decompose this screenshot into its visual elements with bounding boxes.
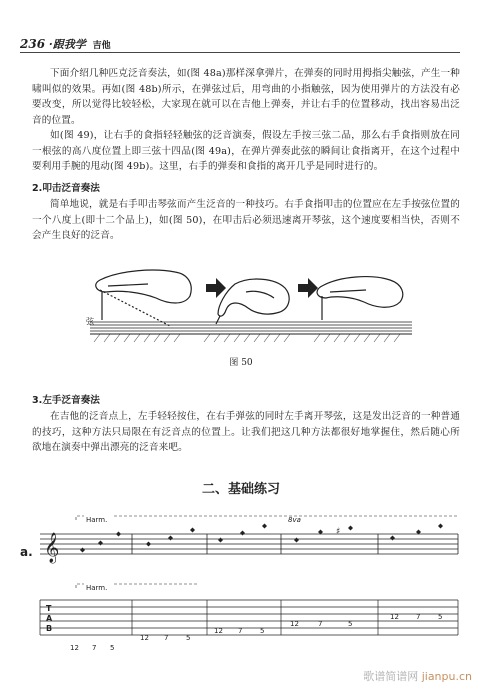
page-number: 236 [20, 37, 46, 51]
arrow-right-icon [206, 278, 226, 298]
tab-harmonics-label: Harm. [86, 584, 108, 592]
hand-position-3 [317, 277, 403, 320]
tab-number: 12 [390, 613, 399, 621]
tab-letter-t: T [46, 604, 52, 613]
heading-tap-harmonics: 2.叩击泛音奏法 [32, 183, 100, 194]
paragraph-finger-harmonics: 如(图 49)，让右手的食指轻轻触弦的泛音演奏，假设左手按三弦二品，那么右手食指则放在同一根弦的高八度位置上即三弦十四品(图 49a)，在弹片弹奏此弦的瞬间让食指离开，在这个过程中要利用手腕的甩动(图 49b)。这里，右手的弹奏和食指的离开几乎是同时进行的。 [32, 130, 460, 173]
figure-hand-illustration [60, 262, 420, 352]
paragraph-pick-harmonics: 下面介绍几种匹克泛音奏法，如(图 48a)那样深拿弹片，在弹奏的同时用拇指尖触弦，产生一种啸叫似的效果。再如(图 48b)所示，在弹弦过后，用弯曲的小指触弦，因为使用弹片的方法没有必要改变，所以觉得比较轻松，大家现在就可以在吉他上弹奏，并让右手的位置移动，找出容易出泛音的位置。 [32, 68, 460, 126]
paragraph-left-hand-harmonics: 在吉他的泛音点上，左手轻轻按住，在右手弹弦的同时左手离开琴弦，这是发出泛音的一种普通的技巧，这种方法只局限在有泛音点的位置上。让我们把这几种方法都很好地掌握住，然后随心所欲地在演奏中弹出漂亮的泛音来吧。 [32, 411, 460, 454]
fret-hatching [94, 334, 400, 342]
tab-number: 5 [438, 613, 443, 621]
book-title: 吉他 [92, 41, 111, 51]
tab-number: 12 [214, 627, 223, 635]
tab-number: 5 [260, 627, 265, 635]
tab-number: 5 [186, 634, 191, 642]
harmonics-bracket [76, 516, 458, 520]
heading-left-hand-harmonics: 3.左手泛音奏法 [32, 395, 100, 406]
exercise-label: a. [20, 545, 33, 559]
harmonics-label: Harm. [86, 516, 108, 524]
figure-caption: 图 50 [229, 358, 253, 368]
guitar-strings [90, 322, 412, 331]
tab-number: 7 [164, 634, 169, 642]
ottava-label: 8va [288, 516, 301, 524]
tab-number: 12 [70, 644, 79, 652]
tab-number: 7 [416, 613, 421, 621]
arrow-right-icon [298, 278, 318, 298]
tab-number: 5 [110, 644, 115, 652]
tab-number: 12 [290, 620, 299, 628]
tab-letter-a: A [46, 614, 53, 623]
tab-clef [46, 604, 53, 633]
harmonic-notes [80, 524, 443, 553]
page-header [20, 36, 111, 52]
tab-number: 7 [318, 620, 323, 628]
series-title: ·跟我学 [48, 38, 86, 51]
treble-clef-icon: 𝄞 [44, 533, 60, 563]
section-title: 二、基础练习 [201, 482, 280, 497]
tab-numbers [70, 613, 442, 652]
sharp-icon: ♯ [336, 527, 341, 537]
hand-position-1 [96, 270, 191, 326]
tab-number: 7 [92, 644, 97, 652]
tab-number: 12 [140, 634, 149, 642]
watermark-url: jianpu.cn [421, 670, 472, 683]
tab-number: 5 [348, 620, 353, 628]
exercise-notation [18, 510, 468, 660]
string-label: 弦 [86, 317, 94, 326]
tab-letter-b: B [46, 624, 53, 633]
header-rule [20, 52, 460, 53]
hand-position-2 [216, 279, 289, 324]
watermark [363, 668, 472, 684]
music-staff [40, 534, 458, 554]
tab-number: 7 [238, 627, 243, 635]
paragraph-tap-harmonics: 简单地说，就是右手叩击琴弦而产生泛音的一种技巧。右手食指叩击的位置应在左手按弦位置的一个八度上(即十二个品上)，如(图 50)，在叩击后必须迅速离开琴弦，这个速度要相当快，否则不会产生良好的泛音。 [32, 199, 460, 242]
watermark-site: 歌谱简谱网 [363, 670, 419, 683]
